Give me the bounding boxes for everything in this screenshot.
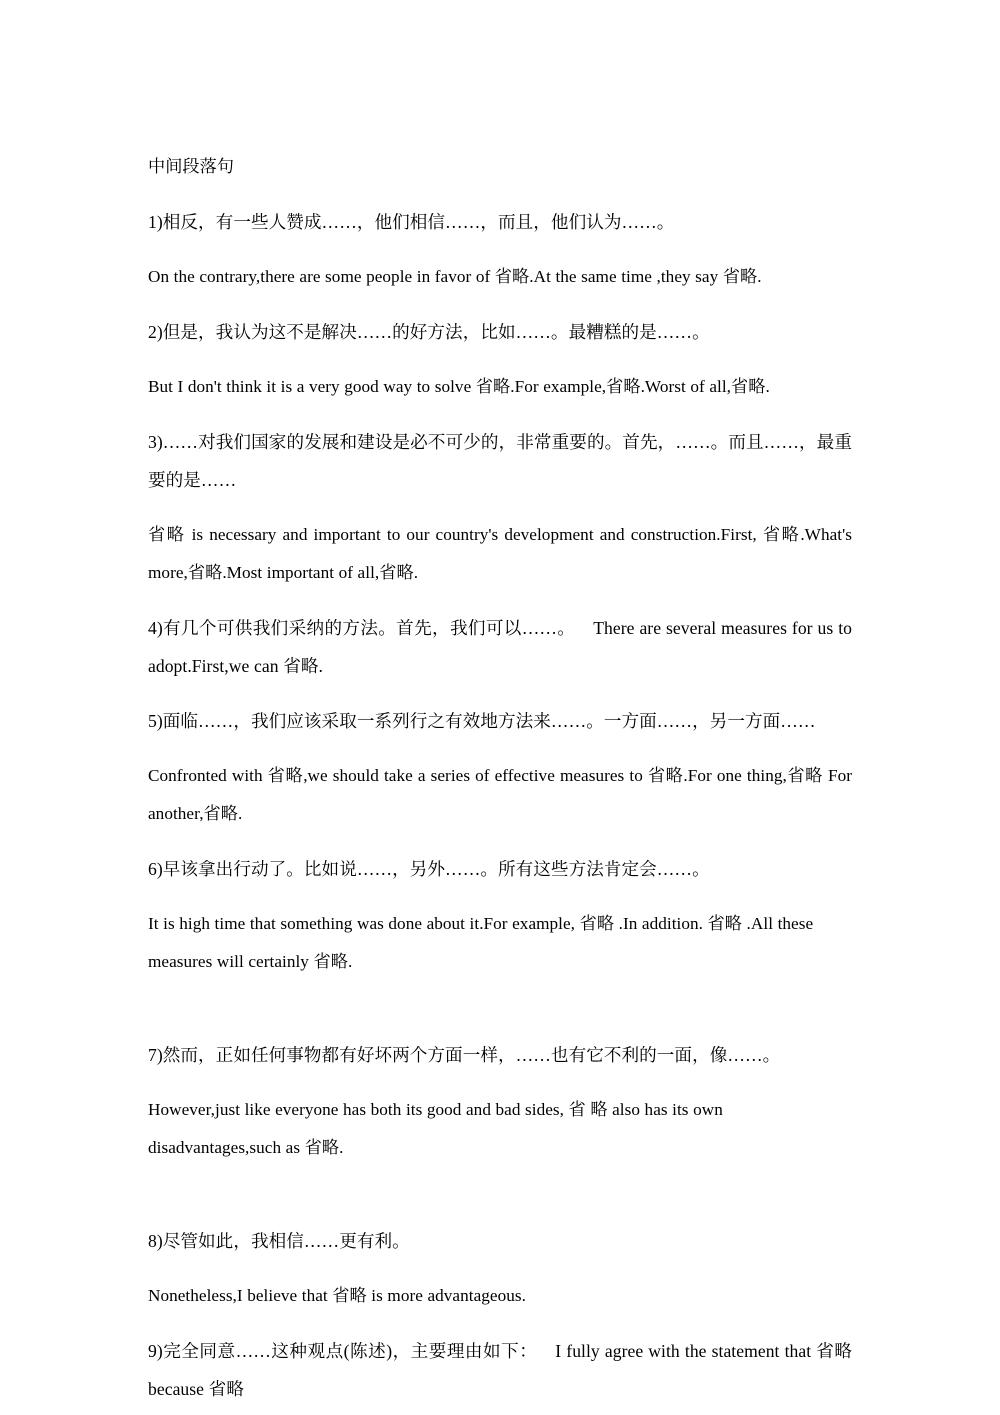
- paragraph-item-2-cn: 2)但是，我认为这不是解决……的好方法，比如……。最糟糕的是……。: [148, 322, 710, 342]
- paragraph-item-4-cn-part: 4)有几个可供我们采纳的方法。首先，我们可以……。: [148, 618, 576, 638]
- paragraph-item-6-cn: 6)早该拿出行动了。比如说……，另外……。所有这些方法肯定会……。: [148, 859, 710, 879]
- paragraph-item-7-cn: 7)然而，正如任何事物都有好坏两个方面一样，……也有它不利的一面，像……。: [148, 1045, 781, 1065]
- paragraph-item-3-en: 省略 is necessary and important to our country's development and construction.First, 省略.What's more,省略.Most important of all,省略.: [148, 525, 852, 582]
- paragraph-item-4-mixed: [148, 609, 852, 685]
- paragraph-item-5-en: Confronted with 省略,we should take a series of effective measures to 省略.For one thing,省略 For another,省略.: [148, 766, 852, 823]
- paragraph-item-6-en-line-1: It is high time that something was done about it.For example, 省略 .In addition. 省略 .All these: [148, 914, 814, 933]
- paragraph-item-4-en-part: There are several measures for us to adopt.First,we can 省略.: [148, 618, 852, 676]
- paragraph-item-9-cn-part: 9)完全同意……这种观点(陈述)，主要理由如下：: [148, 1341, 538, 1361]
- paragraph-item-6-en-line-2: measures will certainly 省略.: [148, 952, 353, 971]
- paragraph-item-3-cn: 3)……对我们国家的发展和建设是必不可少的，非常重要的。首先，……。而且……，最重要的是……: [148, 432, 852, 490]
- paragraph-item-5-cn: 5)面临……，我们应该采取一系列行之有效地方法来……。一方面……，另一方面……: [148, 711, 816, 731]
- paragraph-item-9-en-part: I fully agree with the statement that 省略 because 省略: [148, 1341, 852, 1399]
- paragraph-item-1-cn: 1)相反，有一些人赞成……，他们相信……，而且，他们认为……。: [148, 212, 675, 232]
- paragraph-item-6-en: [148, 905, 852, 1019]
- paragraph-item-8-en: Nonetheless,I believe that 省略 is more advantageous.: [148, 1286, 526, 1305]
- section-heading: 中间段落句: [148, 157, 234, 176]
- paragraph-item-9-mixed: [148, 1332, 852, 1408]
- paragraph-item-8-cn: 8)尽管如此，我相信……更有利。: [148, 1231, 410, 1251]
- paragraph-item-7-en: [148, 1091, 852, 1205]
- paragraph-item-7-en-line-2: disadvantages,such as 省略.: [148, 1138, 344, 1157]
- paragraph-item-1-en: On the contrary,there are some people in favor of 省略.At the same time ,they say 省略.: [148, 267, 762, 286]
- document-body: [148, 148, 852, 1408]
- paragraph-item-2-en: But I don't think it is a very good way to solve 省略.For example,省略.Worst of all,省略.: [148, 377, 770, 396]
- paragraph-item-7-en-line-1: However,just like everyone has both its good and bad sides, 省 略 also has its own: [148, 1100, 723, 1119]
